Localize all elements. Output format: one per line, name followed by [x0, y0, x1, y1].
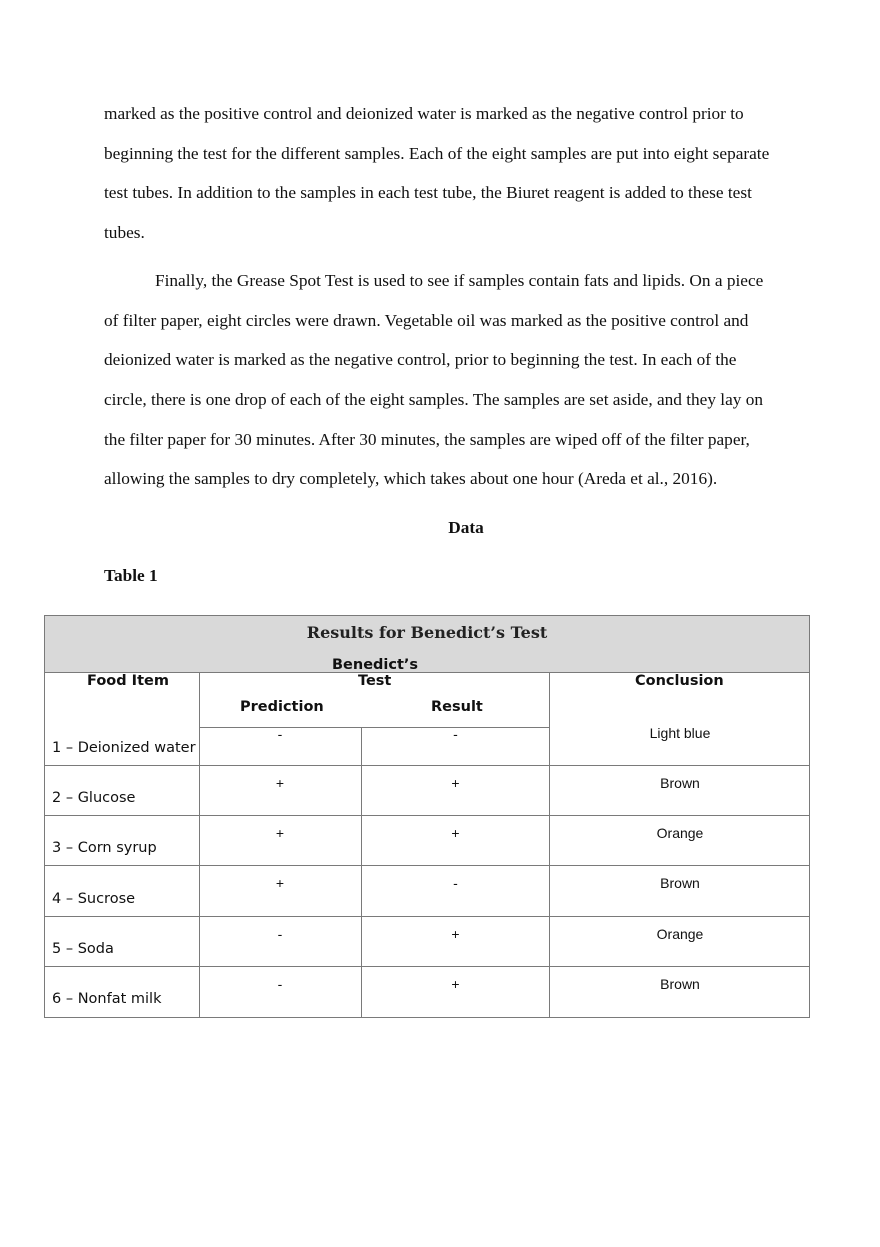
paragraph-1-line-2: beginning the test for the different samples. Each of the eight samples are put into eight separate [104, 144, 770, 163]
col-sep-2 [361, 727, 362, 1018]
table-border-left [44, 615, 45, 1018]
header-prediction: Prediction [240, 699, 324, 715]
row-3-result: + [451, 825, 460, 841]
header-result: Result [431, 699, 483, 715]
row-2-result: + [451, 775, 460, 791]
paragraph-2-line-6: allowing the samples to dry completely, which takes about one hour (Areda et al., 2016). [104, 469, 718, 488]
row-6-result: + [451, 976, 460, 992]
row-2-conclusion: Brown [660, 775, 700, 791]
row-6-prediction: - [277, 976, 283, 992]
paragraph-1-line-3: test tubes. In addition to the samples in each test tube, the Biuret reagent is added to these test [104, 183, 752, 202]
row-5-result: + [451, 926, 460, 942]
row-4-prediction: + [275, 875, 285, 891]
section-heading: Data [448, 518, 484, 537]
header-food-item: Food Item [87, 673, 169, 689]
table-border-bottom [44, 1017, 810, 1018]
row-2-prediction: + [275, 775, 285, 791]
row-5-food: 5 – Soda [52, 941, 114, 957]
table-label: Table 1 [104, 566, 158, 585]
row-sep-4 [44, 916, 810, 917]
row-3-conclusion: Orange [656, 825, 704, 841]
row-4-food: 4 – Sucrose [52, 891, 136, 907]
row-sep-3 [44, 865, 810, 866]
row-4-result: - [453, 875, 458, 891]
row-5-conclusion: Orange [656, 926, 704, 942]
header-test-line2: Test [358, 673, 392, 689]
paragraph-2-line-4: circle, there is one drop of each of the eight samples. The samples are set aside, and they lay on [104, 390, 764, 409]
row-6-food: 6 – Nonfat milk [52, 991, 162, 1007]
results-table [44, 615, 810, 1018]
table-border-right [809, 615, 810, 1018]
header-test-line1: Benedict’s [332, 657, 419, 673]
table-title: Results for Benedict’s Test [306, 623, 548, 642]
row-1-food: 1 – Deionized water [52, 740, 196, 756]
row-sep-2 [44, 815, 810, 816]
paragraph-2-line-1: Finally, the Grease Spot Test is used to see if samples contain fats and lipids. On a piece [155, 271, 764, 290]
paragraph-1-line-1: marked as the positive control and deionized water is marked as the negative control prior to [104, 104, 744, 123]
row-sep-5 [44, 966, 810, 967]
paragraph-2-line-3: deionized water is marked as the negative control, prior to beginning the test. In each of the [104, 350, 737, 369]
row-4-conclusion: Brown [660, 875, 700, 891]
row-sep-1 [44, 765, 810, 766]
row-1-conclusion: Light blue [649, 725, 711, 741]
header-conclusion: Conclusion [635, 673, 724, 689]
row-5-prediction: - [277, 926, 283, 942]
row-2-food: 2 – Glucose [52, 790, 136, 806]
row-6-conclusion: Brown [660, 976, 700, 992]
paragraph-2-line-2: of filter paper, eight circles were drawn. Vegetable oil was marked as the positive control and [104, 311, 749, 330]
paragraph-1-line-4: tubes. [104, 223, 145, 242]
row-3-food: 3 – Corn syrup [52, 840, 157, 856]
row-1-result: - [453, 726, 458, 742]
row-1-prediction: - [277, 726, 283, 742]
paragraph-2-line-5: the filter paper for 30 minutes. After 30 minutes, the samples are wiped off of the filter paper, [104, 430, 750, 449]
row-3-prediction: + [275, 825, 285, 841]
